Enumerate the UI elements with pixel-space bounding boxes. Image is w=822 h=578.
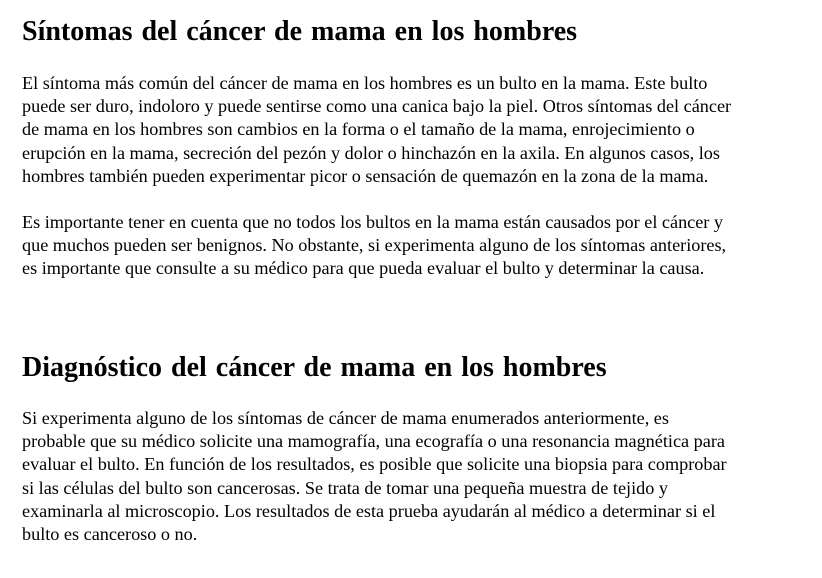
section-heading-diagnosis: Diagnóstico del cáncer de mama en los hombres bbox=[22, 352, 607, 383]
symptoms-paragraph-2: Es importante tener en cuenta que no todos los bultos en la mama están causados por el cáncer y que muchos pueden ser benignos. No obstante, si experimenta alguno de los síntomas anteriores, es importante que consulte a su médico para que pueda evaluar el bulto y determinar la causa. bbox=[22, 212, 727, 279]
symptoms-paragraph-1: El síntoma más común del cáncer de mama en los hombres es un bulto en la mama. Este bulto puede ser duro, indoloro y puede sentirse como una canica bajo la piel. Otros síntomas del cáncer de mama en los hombres son cambios en la forma o el tamaño de la mama, enrojecimiento o erupción en la mama, secreción del pezón y dolor o hinchazón en la axila. En algunos casos, los hombres también pueden experimentar picor o sensación de quemazón en la zona de la mama. bbox=[22, 73, 732, 186]
diagnosis-paragraph-1: Si experimenta alguno de los síntomas de cáncer de mama enumerados anteriormente, es probable que su médico solicite una mamografía, una ecografía o una resonancia magnética para evaluar el bulto. En función de los resultados, es posible que solicite una biopsia para comprobar si las células del bulto son cancerosas. Se trata de tomar una pequeña muestra de tejido y examinarla al microscopio. Los resultados de esta prueba ayudarán al médico a determinar si el bulto es canceroso o no. bbox=[22, 408, 727, 545]
section-heading-symptoms: Síntomas del cáncer de mama en los hombres bbox=[22, 16, 578, 47]
